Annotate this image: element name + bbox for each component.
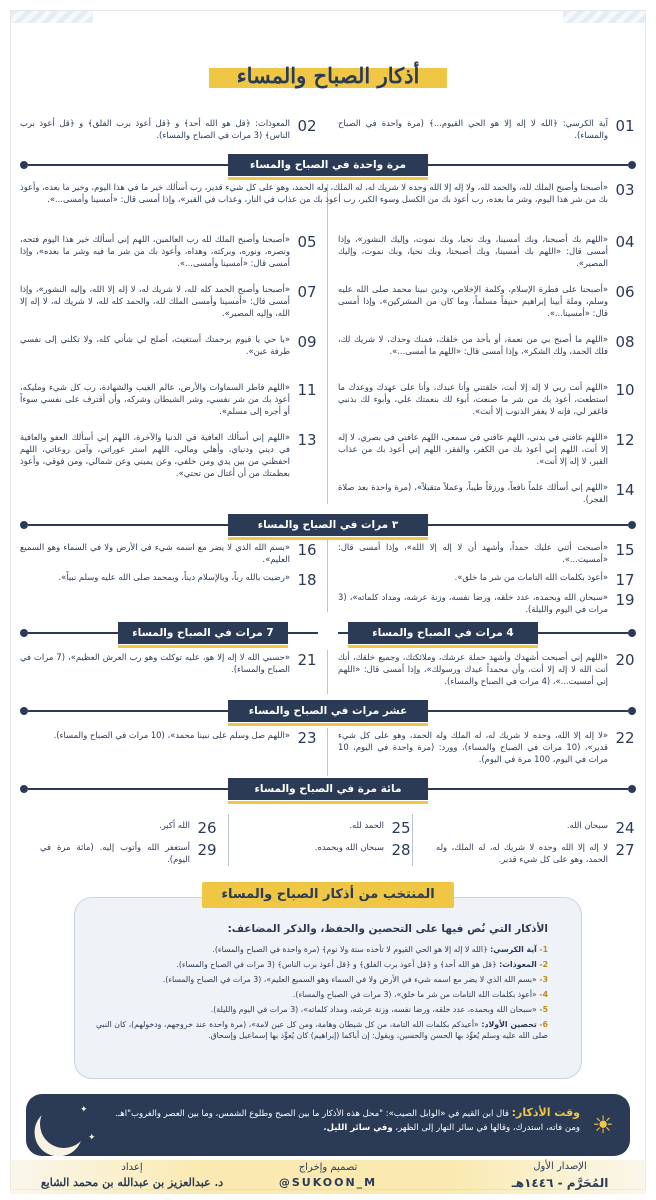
social-handle[interactable]: @SUKOON_M bbox=[278, 1176, 378, 1190]
section-header-hundred bbox=[20, 778, 636, 800]
item-number: 18 bbox=[297, 571, 317, 589]
footer-edition: الإصدار الأول المُحَرَّم - ١٤٤٦هـ bbox=[511, 1161, 609, 1190]
corner-pattern bbox=[563, 11, 645, 23]
section-label: مائة مرة في الصباح والمساء bbox=[228, 778, 428, 800]
item-number: 09 bbox=[297, 333, 317, 351]
footer-author: إعداد د. عبدالعزيز بن عبدالله بن محمد الشايع bbox=[40, 1162, 224, 1190]
dhikr-item-29 bbox=[40, 842, 218, 866]
column-divider bbox=[228, 814, 229, 866]
dhikr-item-19 bbox=[338, 592, 636, 616]
item-text: «أصبحت أثني عليك حمداً، وأشهد أن لا إله إلا الله»، وإذا أمسى قال: «أمسيت...». bbox=[338, 542, 608, 564]
column-divider bbox=[327, 650, 328, 694]
item-text: «أصبحنا وأصبح الحمد كله لله، لا شريك له، لا إله إلا الله، وإليه النشور»، وإذا أمسى قال: «أمسينا وأمسى الملك لله، والحمد كله لله، لا شريك له، لا إله إلا الله، وإليه المصير». bbox=[20, 284, 290, 318]
section-header-once bbox=[20, 154, 636, 176]
star-icon: ✦ bbox=[80, 1105, 88, 1115]
section-header-three bbox=[20, 514, 636, 536]
page-title-block bbox=[209, 58, 447, 94]
item-number: 10 bbox=[615, 381, 635, 399]
item-text: لا إله إلا الله وحده لا شريك له، له الملك، وله الحمد، وهو على كل شيء قدير. bbox=[436, 842, 608, 864]
item-number: 23 bbox=[297, 729, 317, 747]
dhikr-item-08 bbox=[338, 334, 636, 358]
item-number: 03 bbox=[615, 181, 635, 199]
dhikr-item-13 bbox=[20, 432, 318, 480]
dhikr-item-15 bbox=[338, 542, 636, 566]
sun-icon: ☀ bbox=[592, 1111, 614, 1139]
page-title: أذكار الصباح والمساء bbox=[236, 63, 420, 89]
item-text: «لا إله إلا الله، وحده لا شريك له، له الملك وله الحمد، وهو على كل شيء قدير»، (10 مرات في الصباح والمساء)، وورد: (مرة واحدة في اليوم، 10 مرات في اليوم، 100 مرة في اليوم). bbox=[338, 730, 608, 764]
column-divider bbox=[327, 728, 328, 776]
selection-item: 3- «بسم الله الذي لا يضر مع اسمه شيء في الأرض ولا في السماء وهو السميع العليم»، (3 مرات في الصباح والمساء). bbox=[162, 975, 548, 985]
item-number: 27 bbox=[615, 841, 635, 859]
item-text: «رضيت بالله رباً، وبالإسلام ديناً، وبمحمد صلى الله عليه وسلم نبياً». bbox=[58, 572, 290, 582]
dhikr-item-05 bbox=[20, 234, 318, 270]
item-number: 06 bbox=[615, 283, 635, 301]
dhikr-item-14 bbox=[338, 482, 636, 506]
star-icon: ✦ bbox=[88, 1133, 96, 1143]
dhikr-item-28 bbox=[242, 842, 412, 858]
item-text: «سبحان الله وبحمده، عدد خلقه، ورضا نفسه، وزنة عرشه، ومداد كلماته»، (3 مرات في اليوم والليلة). bbox=[338, 592, 608, 614]
dhikr-item-24 bbox=[436, 820, 636, 836]
dhikr-item-10 bbox=[338, 382, 636, 418]
item-text: «أصبحنا وأصبح الملك لله رب العالمين، اللهم إني أسألك خير هذا اليوم فتحه، ونصره، ونوره، وبركته، وهداه، وأعوذ بك من شر ما فيه وشر ما بعده»، وإذا أمسى قال: «أمسينا وأمسى...». bbox=[20, 234, 290, 268]
item-text: أستغفر الله وأتوب إليه. (مائة مرة في اليوم). bbox=[40, 842, 190, 864]
item-text: المعوذات: ﴿قل هو الله أحد﴾ و ﴿قل أعوذ برب الفلق﴾ و ﴿قل أعوذ برب الناس﴾ (3 مرات في الصباح والمساء). bbox=[20, 118, 290, 140]
dhikr-item-27 bbox=[436, 842, 636, 866]
selection-item: 1- آية الكرسي: ﴿الله لا إله إلا هو الحي القيوم لا تأخذه سنة ولا نوم﴾ (مرة واحدة في الصباح والمساء). bbox=[212, 945, 548, 954]
item-number: 17 bbox=[615, 571, 635, 589]
section-header-ten bbox=[20, 700, 636, 722]
section-header-seven bbox=[20, 622, 318, 644]
corner-pattern bbox=[11, 11, 93, 23]
item-text: «بسم الله الذي لا يضر مع اسمه شيء في الأرض ولا في السماء وهو السميع العليم». bbox=[20, 542, 290, 564]
dhikr-item-01 bbox=[338, 118, 636, 142]
item-text: «أعوذ بكلمات الله التامات من شر ما خلق». bbox=[454, 572, 608, 582]
selection-title: الأذكار التي نُص فيها على التحصين والحفظ، والذكر المضاعف: bbox=[227, 923, 548, 935]
item-text: «اللهم عافني في بدني، اللهم عافني في سمعي، اللهم عافني في بصري، لا إله إلا أنت، اللهم إني أعوذ بك من الكفر، والفقر، اللهم إني أعوذ بك من عذاب القبر، لا إله إلا أنت». bbox=[338, 432, 608, 466]
item-number: 02 bbox=[297, 117, 317, 135]
item-text: الله أكبر. bbox=[159, 820, 190, 830]
dhikr-item-04 bbox=[338, 234, 636, 270]
selection-item: 2- المعوذات: ﴿قل هو الله أحد﴾ و ﴿قل أعوذ برب الفلق﴾ و ﴿قل أعوذ برب الناس﴾ (3 مرات في الصباح والمساء). bbox=[176, 960, 548, 970]
item-number: 21 bbox=[297, 651, 317, 669]
section-label: 4 مرات في الصباح والمساء bbox=[348, 622, 538, 644]
dhikr-item-06 bbox=[338, 284, 636, 320]
footer-design: تصميم وإخراج @SUKOON_M bbox=[278, 1162, 378, 1190]
dhikr-item-25 bbox=[242, 820, 412, 836]
item-number: 19 bbox=[615, 591, 635, 609]
column-divider bbox=[327, 184, 328, 504]
dhikr-item-21 bbox=[20, 652, 318, 676]
column-divider bbox=[327, 540, 328, 612]
selection-item: 5- «سبحان الله وبحمده، عدد خلقه، ورضا نفسه، وزنة عرشه، ومداد كلماته»، (3 مرات في اليوم والليلة). bbox=[210, 1005, 548, 1015]
item-number: 14 bbox=[615, 481, 635, 499]
item-text: الحمد لله. bbox=[349, 820, 384, 830]
item-number: 07 bbox=[297, 283, 317, 301]
item-text: سبحان الله وبحمده. bbox=[314, 842, 384, 852]
dhikr-item-20 bbox=[338, 652, 636, 688]
dhikr-item-12 bbox=[338, 432, 636, 468]
item-number: 08 bbox=[615, 333, 635, 351]
section-label: عشر مرات في الصباح والمساء bbox=[228, 700, 428, 722]
dhikr-item-22 bbox=[338, 730, 636, 766]
column-divider bbox=[412, 814, 413, 866]
item-text: «حسبي الله لا إله إلا هو، عليه توكلت وهو رب العرش العظيم»، (7 مرات في الصباح والمساء). bbox=[20, 652, 290, 674]
item-text: «اللهم فاطر السماوات والأرض، عالم الغيب والشهادة، رب كل شيء ومليكه، أعوذ بك من شر نفسي، وشر الشيطان وشركه، وأن أقترف على نفسي سوءاً أو أجره إلى مسلم». bbox=[20, 382, 290, 416]
item-number: 22 bbox=[615, 729, 635, 747]
item-number: 01 bbox=[615, 117, 635, 135]
selection-item: 4- «أعوذ بكلمات الله التامات من شر ما خلق»، (3 مرات في الصباح والمساء). bbox=[292, 990, 548, 1000]
dhikr-item-09 bbox=[20, 334, 318, 358]
selection-header: المنتخب من أذكار الصباح والمساء bbox=[202, 882, 454, 908]
time-text: وقت الأذكار: قال ابن القيم في «الوابل الصيب»: "محل هذه الأذكار ما بين الصبح وطلوع الشمس، وما بين العصر والغروب"اهـ. ومن فاته، استدرك، وقالها في سائر النهار إلى الظهر، وفي سائر الليل. bbox=[115, 1106, 580, 1133]
selection-item: 6- تحصين الأولاد: «أعيذكم بكلمات الله التامة، من كل شيطان وهامة، ومن كل عين لامة»، (مرة واحدة عند خروجهم، ودخولهم)، كان النبي صلى الله عليه وسلم يُعوِّذ بها الحسن والحسين، ويقول: إن أباكما (إبراهيم) كان يُعوِّذ بها إسماعيل وإسحاق. bbox=[96, 1020, 548, 1041]
dhikr-item-07 bbox=[20, 284, 318, 320]
item-text: «اللهم إني أسألك علماً نافعاً، ورزقاً طيباً، وعملاً متقبلاً»، (مرة واحدة بعد صلاة الفجر). bbox=[338, 482, 608, 504]
item-number: 12 bbox=[615, 431, 635, 449]
item-number: 28 bbox=[391, 841, 411, 859]
item-number: 04 bbox=[615, 233, 635, 251]
item-number: 26 bbox=[197, 819, 217, 837]
dhikr-item-23 bbox=[20, 730, 318, 746]
item-text: «أصبحنا وأصبح الملك لله، والحمد لله، ولا إله إلا الله وحده لا شريك له، له الملك، وله الحمد، وهو على كل شيء قدير، رب أسألك خير ما في هذا اليوم، وخير ما بعده، وأعوذ بك من شر هذا اليوم، وشر ما بعده، رب أعوذ بك من الكسل وسوء الكبر، رب أعوذ بك من عذاب في النار، وعذاب في القبر»، وإذا أمسى قال: «أمسينا وأمسى...». bbox=[20, 182, 608, 204]
dhikr-item-26 bbox=[40, 820, 218, 836]
item-text: «اللهم أنت ربي لا إله إلا أنت، خلقتني وأنا عبدك، وأنا على عهدك ووعدك ما استطعت، أعوذ بك من شر ما صنعت، أبوء لك بنعمتك علي، وأبوء لك بذنبي فاغفر لي، فإنه لا يغفر الذنوب إلا أنت». bbox=[338, 382, 608, 416]
item-number: 13 bbox=[297, 431, 317, 449]
moon-icon bbox=[33, 1093, 95, 1155]
item-text: آية الكرسي: ﴿الله لا إله إلا هو الحي القيوم...﴾ (مرة واحدة في الصباح والمساء). bbox=[338, 118, 608, 140]
item-number: 24 bbox=[615, 819, 635, 837]
item-number: 11 bbox=[297, 381, 317, 399]
dhikr-item-03 bbox=[20, 182, 636, 206]
item-text: «اللهم صل وسلم على نبينا محمد»، (10 مرات في الصباح والمساء). bbox=[53, 730, 290, 740]
dhikr-item-02 bbox=[20, 118, 318, 142]
item-number: 20 bbox=[615, 651, 635, 669]
item-number: 16 bbox=[297, 541, 317, 559]
item-text: «اللهم إني أسألك العافية في الدنيا والآخرة، اللهم إني أسألك العفو والعافية في ديني ودنياي، وأهلي ومالي، اللهم استر عوراتي، وآمن روعاتي، اللهم احفظني من بين يدي ومن خلفي، وعن يميني وعن شمالي، ومن فوقي، وأعوذ بعظمتك من أن أغتال من تحتي». bbox=[20, 432, 290, 478]
section-header-four bbox=[338, 622, 636, 644]
item-text: «أصبحنا على فطرة الإسلام، وكلمة الإخلاص، ودين نبينا محمد صلى الله عليه وسلم، وملة أبينا إبراهيم حنيفاً مسلماً، وما كان من المشركين»، وإذا أمسى قال: «أمسينا...». bbox=[338, 284, 608, 318]
dhikr-item-16 bbox=[20, 542, 318, 566]
item-text: «اللهم بك أصبحنا، وبك أمسينا، وبك نحيا، وبك نموت، وإليك النشور»، وإذا أمسى قال: «اللهم بك أمسينا، وبك أصبحنا، وبك نحيا، وبك نموت، وإليك المصير». bbox=[338, 234, 608, 268]
item-number: 15 bbox=[615, 541, 635, 559]
item-number: 29 bbox=[197, 841, 217, 859]
item-number: 05 bbox=[297, 233, 317, 251]
section-label: ٣ مرات في الصباح والمساء bbox=[228, 514, 428, 536]
dhikr-item-11 bbox=[20, 382, 318, 418]
dhikr-item-17 bbox=[338, 572, 636, 588]
item-text: «اللهم ما أصبح بي من نعمة، أو بأحد من خلقك، فمنك وحدك، لا شريك لك، فلك الحمد، ولك الشكر»، وإذا أمسى قال: «اللهم ما أمسى...». bbox=[338, 334, 608, 356]
adhkar-time-panel bbox=[26, 1094, 630, 1156]
selection-list bbox=[96, 944, 548, 1045]
item-number: 25 bbox=[391, 819, 411, 837]
item-text: «اللهم إني أصبحت أشهدك وأشهد حملة عرشك، وملائكتك، وجميع خلقك، أنك أنت الله لا إله إلا أنت، وأن محمداً عبدك ورسولك»، وإذا أمسى قال: «اللهم إني أمسيت...»، (4 مرات في الصباح والمساء). bbox=[338, 652, 608, 686]
item-text: «يا حي يا قيوم برحمتك أستغيث، أصلح لي شأني كله، ولا تكلني إلى نفسي طرفة عين». bbox=[20, 334, 290, 356]
item-text: سبحان الله. bbox=[566, 820, 608, 830]
dhikr-item-18 bbox=[20, 572, 318, 588]
section-label: مرة واحدة في الصباح والمساء bbox=[228, 154, 428, 176]
section-label: 7 مرات في الصباح والمساء bbox=[118, 622, 288, 644]
